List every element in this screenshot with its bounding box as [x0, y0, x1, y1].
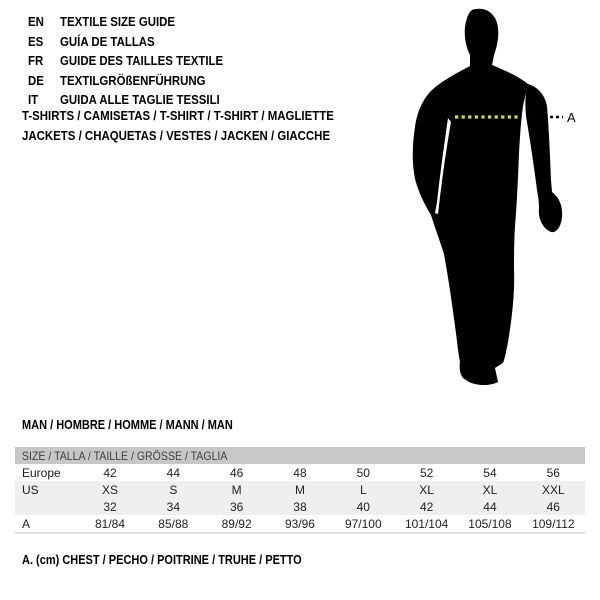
size-value-cell: 97/100	[344, 516, 382, 531]
language-code-text: FR	[28, 53, 44, 68]
section-title	[22, 415, 262, 435]
size-row-label: A	[22, 516, 31, 531]
size-table-row	[15, 464, 585, 481]
size-value-cell: 36	[229, 499, 244, 514]
language-code	[28, 32, 60, 52]
size-value-cell: XL	[482, 482, 498, 497]
language-code	[28, 12, 60, 32]
size-value-cell: 85/88	[158, 516, 189, 531]
size-table-header-row	[15, 447, 585, 464]
size-value-cell: 42	[419, 499, 434, 514]
footnote	[22, 550, 340, 570]
category-list	[22, 106, 376, 146]
size-table	[15, 447, 585, 534]
size-table-row	[15, 515, 585, 533]
size-value-cell: XL	[419, 482, 434, 497]
size-value-cell: 40	[356, 499, 370, 514]
language-row	[28, 32, 245, 52]
silhouette-right-arm	[525, 84, 562, 232]
language-label-text: GUÍA DE TALLAS	[60, 33, 155, 49]
category-line-text: JACKETS / CHAQUETAS / VESTES / JACKEN / GIACCHE	[22, 128, 331, 143]
language-row	[28, 12, 245, 32]
size-value-cell: XS	[101, 482, 118, 497]
language-code-text: DE	[28, 72, 44, 88]
size-value-cell: 56	[546, 465, 560, 480]
figure-man-silhouette	[402, 8, 580, 390]
size-value-cell: 109/112	[532, 516, 575, 531]
size-value-cell: 52	[419, 465, 434, 480]
language-label	[60, 51, 245, 71]
size-value-cell: 54	[483, 465, 497, 480]
language-row	[28, 71, 245, 91]
language-label	[60, 32, 168, 52]
size-value-cell: XXL	[541, 482, 565, 497]
category-line	[22, 126, 376, 146]
section-title-text: MAN / HOMBRE / HOMME / MANN / MAN	[22, 418, 233, 432]
language-code	[28, 51, 60, 71]
size-value-cell: M	[294, 482, 305, 497]
language-label-text: GUIDE DES TAILLES TEXTILE	[60, 53, 224, 68]
size-value-cell: 81/84	[94, 516, 125, 531]
size-value-cell: 42	[103, 465, 117, 480]
category-line-text: T-SHIRTS / CAMISETAS / T-SHIRT / T-SHIRT / MAGLIETTE	[22, 108, 334, 123]
size-value-cell: 93/96	[284, 516, 315, 531]
size-value-cell: M	[231, 482, 242, 497]
language-label	[60, 71, 225, 91]
size-table-header-text: SIZE / TALLA / TAILLE / GRÖSSE / TAGLIA	[22, 448, 228, 463]
language-label	[60, 12, 191, 32]
size-table-body	[15, 447, 585, 533]
size-table-header-cell	[15, 447, 585, 464]
footnote-text: A. (cm) CHEST / PECHO / POITRINE / TRUHE / PETTO	[22, 553, 302, 567]
language-row	[28, 51, 245, 71]
size-value-cell: 46	[546, 499, 560, 514]
size-value-cell: 101/104	[404, 516, 449, 531]
size-row-label	[15, 498, 78, 515]
size-value-cell: L	[359, 482, 367, 497]
language-code-text: IT	[28, 92, 39, 107]
language-label-text: GUIDA ALLE TAGLIE TESSILI	[60, 92, 220, 107]
language-list	[28, 12, 245, 110]
man-silhouette-svg	[402, 8, 580, 390]
size-value-cell: 32	[103, 499, 117, 514]
size-table-row	[15, 481, 585, 498]
language-code-text: EN	[28, 14, 44, 29]
category-line	[22, 106, 376, 126]
size-table-row	[15, 498, 585, 515]
language-code-text: ES	[28, 33, 44, 49]
size-value-cell: 38	[293, 499, 307, 514]
size-value-cell: 46	[229, 465, 244, 480]
size-value-cell: 34	[166, 499, 180, 514]
measure-label-a: A	[567, 110, 576, 125]
size-value-cell: 44	[166, 465, 180, 480]
language-label-text: TEXTILE SIZE GUIDE	[60, 14, 176, 29]
size-value-cell: 48	[293, 465, 307, 480]
size-row-label: Europe	[22, 465, 61, 480]
silhouette-body	[413, 9, 528, 385]
language-label-text: TEXTILGRÖßENFÜHRUNG	[60, 72, 206, 88]
size-value-cell: 44	[483, 499, 497, 514]
size-value-cell: S	[169, 482, 178, 497]
language-code	[28, 71, 60, 91]
size-value-cell: 50	[356, 465, 370, 480]
size-row-label: US	[22, 482, 39, 497]
size-value-cell: 105/108	[468, 516, 512, 531]
size-value-cell: 89/92	[221, 516, 252, 531]
